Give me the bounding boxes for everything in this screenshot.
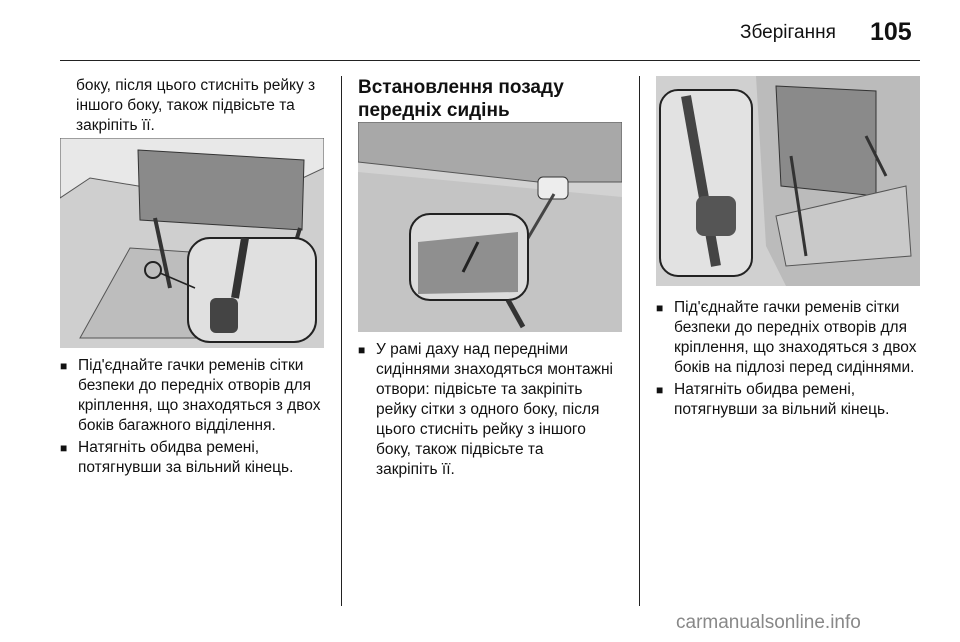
heading-line: передніх сидінь <box>358 100 510 121</box>
watermark-text: carmanualsonline.info <box>676 612 861 633</box>
text-line: ■ Натягніть обидва ремені, <box>78 439 260 456</box>
bullet-item <box>358 340 648 480</box>
bullet-item <box>656 380 944 420</box>
text-line: потягнувши за вільний кінець. <box>78 459 294 476</box>
roof-frame-illustration <box>358 122 622 332</box>
text-line: ■ Натягніть обидва ремені, <box>674 381 856 398</box>
text-line: цього стисніть рейку з іншого <box>376 421 586 438</box>
intro-paragraph <box>76 76 338 136</box>
section-title: Зберігання <box>740 22 836 43</box>
column-divider-1 <box>341 76 342 606</box>
text-line: боків на підлозі перед сидіннями. <box>674 359 915 376</box>
text-line: боку, також підвісьте та <box>376 441 544 458</box>
page-number: 105 <box>870 18 912 46</box>
heading-line: Встановлення позаду <box>358 77 564 98</box>
text-line: боків багажного відділення. <box>78 417 276 434</box>
text-line: рейку сітки з одного боку, після <box>376 401 600 418</box>
bullet-item <box>60 356 353 436</box>
text-line: іншого боку, також підвісьте та <box>76 97 295 114</box>
roof-mounting-illustration <box>358 122 622 332</box>
text-line: безпеки до передніх отворів для <box>78 377 311 394</box>
floor-hooks-illustration <box>656 76 920 286</box>
text-line: ■ У рамі даху над передніми <box>376 341 569 358</box>
text-line: закріпіть її. <box>76 117 155 134</box>
luggage-compartment-illustration <box>60 138 324 348</box>
text-line: потягнувши за вільний кінець. <box>674 401 890 418</box>
text-line: ■ Під'єднайте гачки ременів сітки <box>674 299 900 316</box>
section-heading <box>358 76 628 122</box>
text-line: сидіннями знаходяться монтажні <box>376 361 613 378</box>
seat-floor-illustration <box>656 76 920 286</box>
text-line: кріплення, що знаходяться з двох <box>78 397 321 414</box>
bullet-item <box>60 438 353 478</box>
cargo-net-illustration <box>60 138 324 348</box>
text-line: кріплення, що знаходяться з двох <box>674 339 917 356</box>
text-line: безпеки до передніх отворів для <box>674 319 907 336</box>
text-line: отвори: підвісьте та закріпіть <box>376 381 583 398</box>
text-line: закріпіть її. <box>376 461 455 478</box>
text-line: боку, після цього стисніть рейку з <box>76 77 316 94</box>
header-divider <box>60 60 920 61</box>
text-line: ■ Під'єднайте гачки ременів сітки <box>78 357 304 374</box>
bullet-item <box>656 298 944 378</box>
